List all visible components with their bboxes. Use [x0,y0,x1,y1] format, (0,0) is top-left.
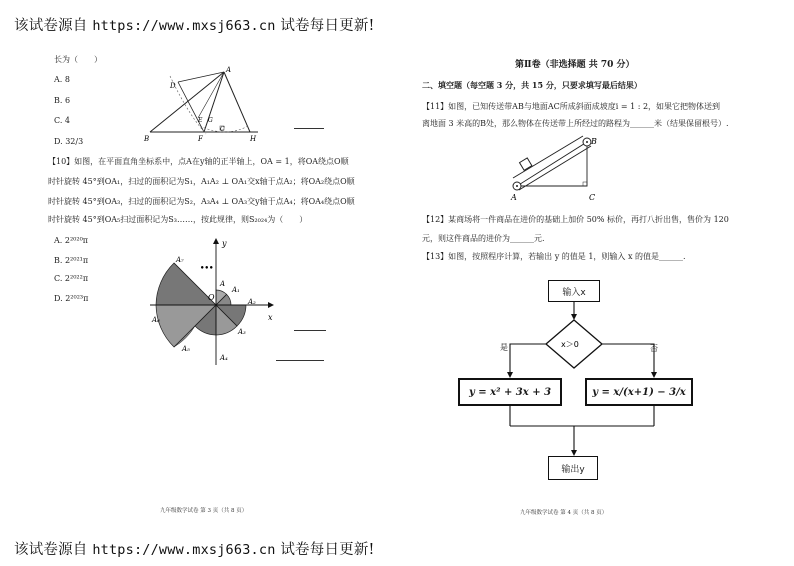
q11-figure [505,134,605,204]
formula-left-box: y = x² + 3x + 3 [458,378,562,406]
q9-label-f: F [198,135,203,143]
q10-label-a5: A₅ [182,345,190,353]
q10-option-d: D. 2²⁰²³π [54,294,89,303]
q10-label-a7: A₇ [176,256,184,264]
q9-label-g: G [208,117,213,124]
q10-line-4: 时针旋转 45°到OA₅扫过面积记为S₃……，按此规律，则S₂₀₂₄为（ ） [48,215,308,224]
q9-option-d: D. 32/3 [54,137,84,146]
q10-mark-2 [276,360,324,361]
q10-label-a: A [220,280,226,288]
q10-label-a6: A₆ [152,316,160,324]
watermark-url[interactable]: https://www.mxsj663.cn [92,18,276,34]
q10-line-2: 时针旋转 45°到OA₁，扫过的面积记为S₁，A₁A₂ ⊥ OA₁交x轴于点A₂；将OA₂绕点O顺 [48,177,355,186]
no-label: 否 [650,344,658,353]
output-box: 输出y [548,456,598,480]
watermark-suffix: 试卷每日更新! [280,542,375,558]
q13-line: 【13】如图，按照程序计算，若输出 y 的值是 1，则输入 x 的值是______. [422,252,686,261]
q10-dots: ••• [200,263,214,272]
q11-line-1: 【11】如图，已知传送带AB与地面AC所成斜面成坡度i = 1 : 2，如果它把物体送到 [422,102,721,111]
q9-label-c: C [220,126,225,133]
yes-label: 是 [500,343,508,352]
q10-label-a3: A₃ [238,328,246,336]
q9-label-d: D [170,82,176,90]
q10-label-o: O [208,293,215,302]
q10-mark-1 [294,330,326,331]
left-footer: 九年级数学试卷 第 3 页（共 8 页） [160,508,248,514]
watermark-bottom [14,538,375,559]
q9-label-e: E [198,117,203,124]
q9-option-b: B. 6 [54,96,71,105]
q9-figure [140,66,260,146]
fill-header: 二、填空题（每空题 3 分，共 15 分，只要求填写最后结果） [422,80,642,90]
q10-line-3: 时针旋转 45°到OA₃，扫过的面积记为S₂，A₃A₄ ⊥ OA₃交y轴于点A₄；将OA₄绕点O顺 [48,197,355,206]
q11-label-a: A [511,193,517,202]
condition-text: x＞0 [561,340,579,349]
q9-tail: 长为（ ） [54,55,102,64]
q9-label-a: A [226,66,232,74]
q10-option-a: A. 2²⁰²⁰π [54,236,89,245]
q9-option-a: A. 8 [54,75,70,84]
q10-line-1: 【10】如图，在平面直角坐标系中，点A在y轴的正半轴上，OA = 1，将OA绕点O顺 [48,157,349,166]
q11-line-2: 离地面 3 米高的B处，那么物体在传送带上所经过的路程为______米（结果保留根号）. [422,119,729,128]
q11-label-b: B [591,137,597,146]
watermark-url[interactable]: https://www.mxsj663.cn [92,542,276,558]
watermark-top [14,14,375,35]
q11-label-c: C [589,193,596,202]
q10-label-a4: A₄ [220,354,228,362]
watermark-prefix: 该试卷源自 [14,542,88,558]
watermark-prefix: 该试卷源自 [14,18,88,34]
q12-line-1: 【12】某商场将一件商品在进价的基础上加价 50% 标价，再打八折出售，售价为 120 [422,215,729,224]
q10-figure [150,240,290,370]
watermark-suffix: 试卷每日更新! [280,18,375,34]
q9-option-c: C. 4 [54,116,71,125]
q9-label-b: B [144,135,150,143]
q9-answer-blank [294,128,324,129]
formula-right-box: y = x/(x+1) − 3/x [585,378,693,406]
q9-label-h: H [250,135,257,143]
q10-label-a2: A₂ [248,298,256,306]
q12-line-2: 元，则这件商品的进价为______元. [422,234,545,243]
right-footer: 九年级数学试卷 第 4 页（共 8 页） [520,510,608,516]
q10-option-c: C. 2²⁰²²π [54,274,89,283]
q10-label-a1: A₁ [232,286,240,294]
section-title: 第Ⅱ卷（非选择题 共 70 分） [515,60,635,70]
q10-label-x: x [268,313,273,322]
input-box: 输入x [548,280,600,302]
q10-label-y: y [222,239,227,248]
q10-option-b: B. 2²⁰²¹π [54,256,89,265]
